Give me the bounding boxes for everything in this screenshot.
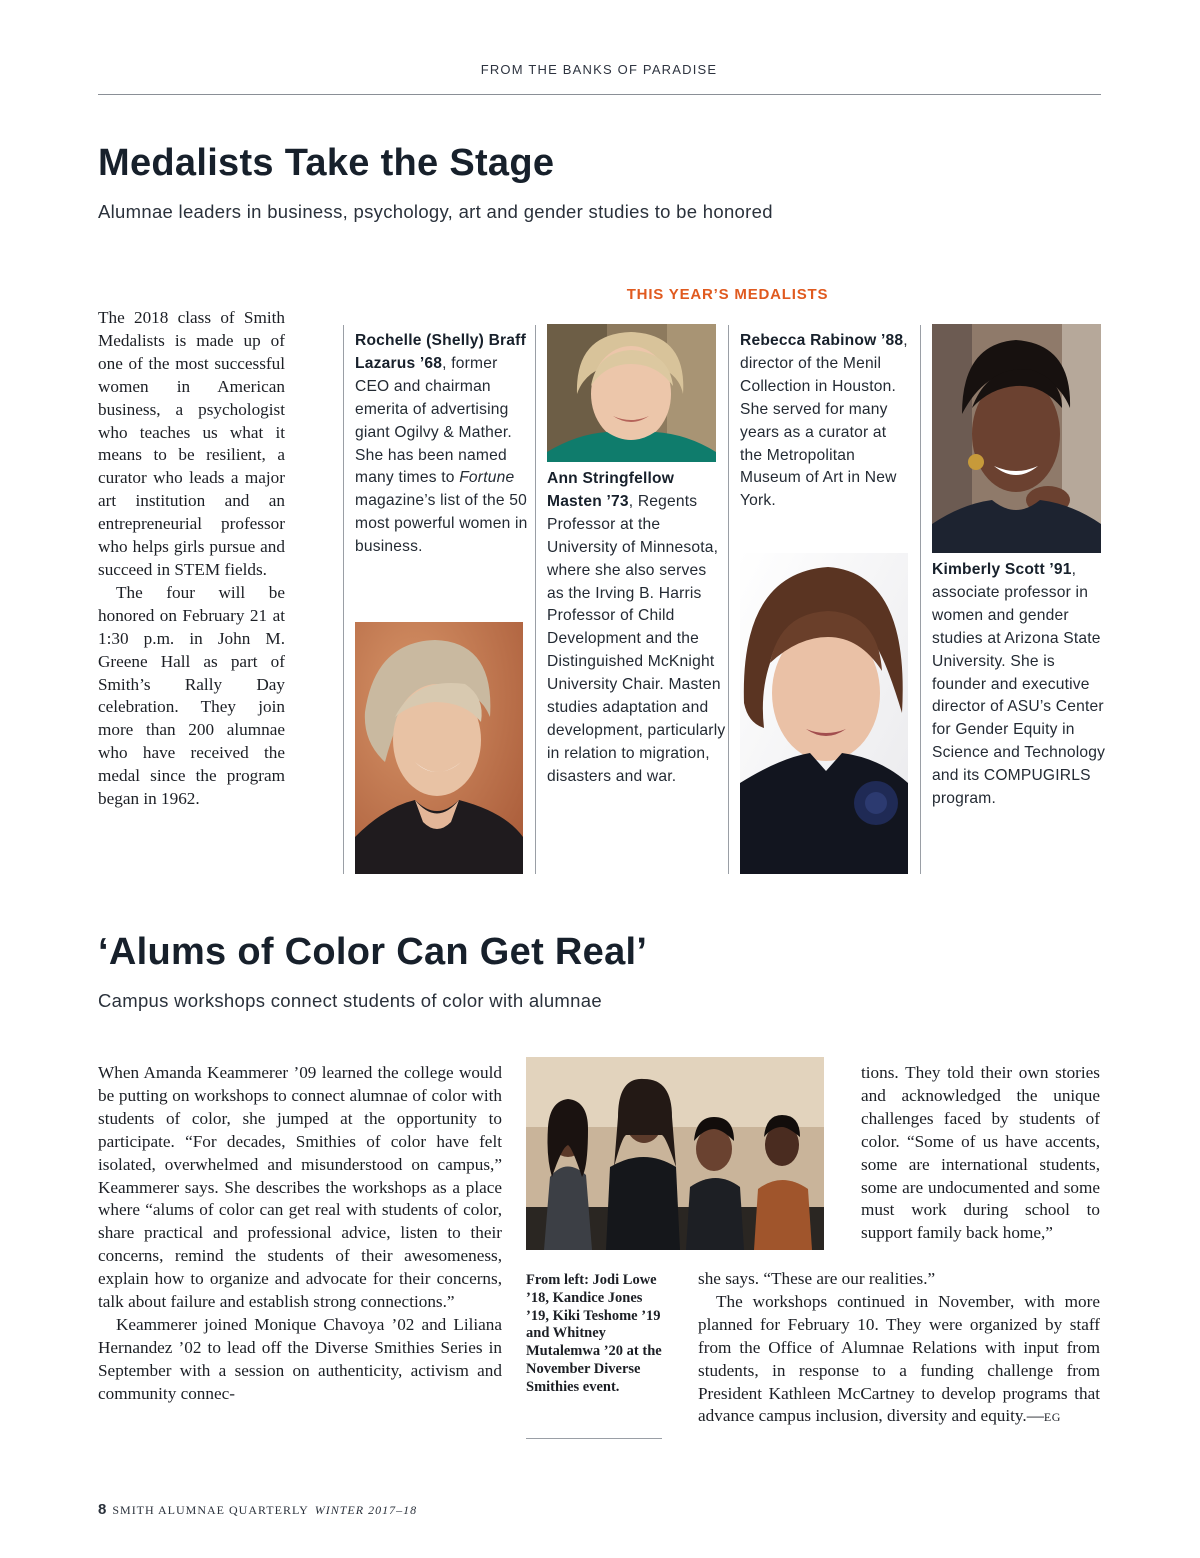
photo-caption: From left: Jodi Lowe ’18, Kandice Jones ’19, Kiki Teshome ’19 and Whitney Mutalemwa ’20 at the November Diverse Smithies event. — [526, 1272, 662, 1395]
medalist-name: Ann Stringfellow Masten ’73 — [547, 470, 675, 510]
alums-paragraph-5: The workshops continued in November, with more planned for February 10. They were organized by staff from the Office of Alumnae Relations with input from students, in response to a funding challenge from President Kathleen McCartney to develop programs that advance campus inclusion, diversity and equity.—EG — [698, 1291, 1100, 1426]
column-rule — [920, 325, 921, 874]
byline: EG — [1043, 1410, 1061, 1425]
caption-rule — [526, 1438, 662, 1439]
column-rule — [343, 325, 344, 874]
medalist-name: Kimberly Scott ’91 — [932, 561, 1072, 578]
intro-paragraph-2: The four will be honored on February 21 at 1:30 p.m. in John M. Greene Hall as part of Smith’s Rally Day celebration. They join more than 200 alumnae who have received the medal since the program began in 1962. — [98, 582, 285, 809]
alums-left-column — [98, 1062, 502, 1406]
alums-right-column-bottom — [698, 1268, 1100, 1429]
medalists-title: Medalists Take the Stage — [98, 142, 555, 184]
publication-name: SMITH ALUMNAE QUARTERLY — [112, 1503, 309, 1517]
medalist-bio-scott: Kimberly Scott ’91, associate professor in women and gender studies at Arizona State University. She is founder and executive director of ASU’s Center for Gender Equity in Science and Technology and its COMPUGIRLS program. — [932, 561, 1106, 808]
page-number: 8 — [98, 1501, 107, 1518]
medalists-intro — [98, 307, 285, 811]
section-label-medalists: THIS YEAR’S MEDALISTS — [626, 286, 829, 303]
medalist-name: Rochelle (Shelly) Braff Lazarus ’68 — [355, 332, 526, 372]
column-rule — [728, 325, 729, 874]
medalist-name: Rebecca Rabinow ’88 — [740, 332, 904, 349]
page-footer — [98, 1501, 417, 1518]
header-rule — [98, 94, 1101, 95]
alums-right-column-top — [861, 1062, 1100, 1245]
alums-paragraph-3: tions. They told their own stories and acknowledged the unique challenges faced by students of color. “Some of us have accents, some are international students, some are undocumented and some must work during school to support family back home,” — [861, 1063, 1100, 1243]
photo-scott — [932, 324, 1101, 553]
photo-masten — [547, 324, 716, 462]
intro-paragraph-1: The 2018 class of Smith Medalists is made up of one of the most successful women in American business, a psychologist who teaches us what it means to be resilient, a curator who leads a major art institution and an entrepreneurial professor who helps girls pursue and succeed in STEM fields. — [98, 308, 285, 579]
alums-paragraph-4: she says. “These are our realities.” — [698, 1269, 936, 1288]
photo-lazarus — [355, 622, 523, 874]
alums-title: ‘Alums of Color Can Get Real’ — [98, 931, 648, 973]
photo-workshop-group — [526, 1057, 824, 1250]
running-head: FROM THE BANKS OF PARADISE — [480, 62, 718, 77]
photo-rabinow — [740, 553, 908, 874]
alums-paragraph-1: When Amanda Keammerer ’09 learned the college would be putting on workshops to connect alumnae of color with students of color, she jumped at the opportunity to participate. “For decades, Smithies of color have felt isolated, overwhelmed and misunderstood on campus,” Keammerer says. She describes the workshops as a place where “alums of color can get real with students of color, share practical and professional advice, listen to their concerns, remind the students of their awesomeness, explain how to organize and advocate for their concerns, talk about failure and establish strong connections.” — [98, 1063, 502, 1312]
medalist-bio-lazarus: Rochelle (Shelly) Braff Lazarus ’68, former CEO and chairman emerita of advertising giant Ogilvy & Mather. She has been named many times to Fortune magazine’s list of the 50 most powerful women in business. — [355, 332, 528, 556]
issue-season: WINTER 2017–18 — [314, 1503, 418, 1517]
medalists-dek: Alumnae leaders in business, psychology, art and gender studies to be honored — [98, 201, 773, 222]
medalist-bio-rabinow: Rebecca Rabinow ’88, director of the Menil Collection in Houston. She served for many years as a curator at the Metropolitan Museum of Art in New York. — [740, 332, 908, 510]
medalist-bio-masten: Ann Stringfellow Masten ’73, Regents Professor at the University of Minnesota, where she also serves as the Irving B. Harris Professor of Child Development and the Distinguished McKnight University Chair. Masten studies adaptation and development, particularly in relation to migration, disasters and war. — [547, 470, 726, 785]
column-rule — [535, 325, 536, 874]
alums-paragraph-2: Keammerer joined Monique Chavoya ’02 and Liliana Hernandez ’02 to lead off the Diverse Smithies Series in September with a session on authenticity, activism and community connec- — [98, 1314, 502, 1403]
alums-dek: Campus workshops connect students of color with alumnae — [98, 990, 602, 1011]
